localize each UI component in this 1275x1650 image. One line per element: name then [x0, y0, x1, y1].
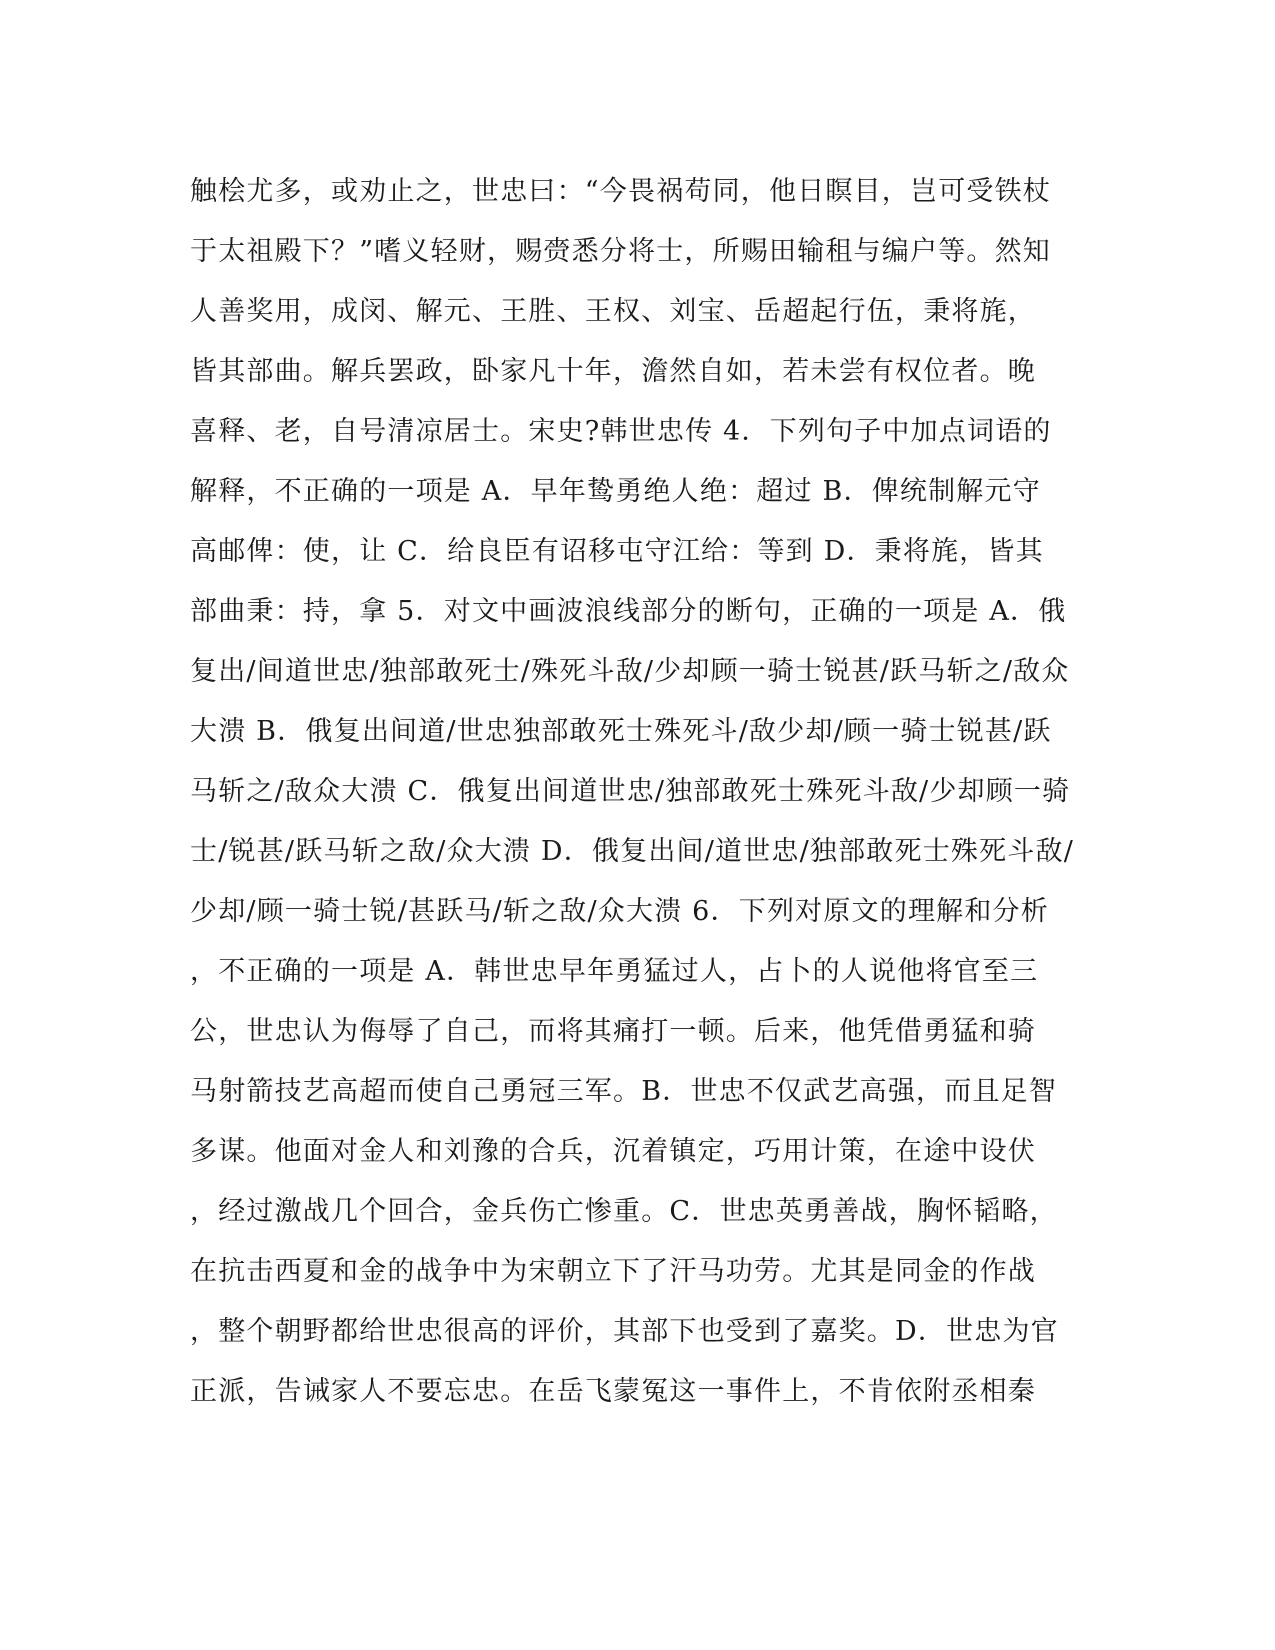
text-line: 公，世忠认为侮辱了自己，而将其痛打一顿。后来，他凭借勇猛和骑 — [190, 1016, 1036, 1047]
text-line: ，整个朝野都给世忠很高的评价，其部下也受到了嘉奖。D．世忠为官 — [190, 1316, 1059, 1347]
text-line: 皆其部曲。解兵罢政，卧家凡十年，澹然自如，若未尝有权位者。晚 — [190, 356, 1036, 387]
text-line: 大溃 B．俄复出间道/世忠独部敢死士殊死斗/敌少却/顾一骑士锐甚/跃 — [190, 716, 1052, 747]
text-line: 触桧尤多，或劝止之，世忠曰：“今畏祸苟同，他日瞑目，岂可受铁杖 — [190, 176, 1052, 207]
text-line: 士/锐甚/跃马斩之敌/众大溃 D．俄复出间/道世忠/独部敢死士殊死斗敌/ — [190, 836, 1075, 867]
text-line: 复出/间道世忠/独部敢死士/殊死斗敌/少却顾一骑士锐甚/跃马斩之/敌众 — [190, 656, 1070, 687]
text-line: 部曲秉：持，拿 5．对文中画波浪线部分的断句，正确的一项是 A．俄 — [190, 596, 1067, 627]
text-line: ，不正确的一项是 A．韩世忠早年勇猛过人，占卜的人说他将官至三 — [190, 956, 1039, 987]
text-line: 正派，告诫家人不要忘忠。在岳飞蒙冤这一事件上，不肯依附丞相秦 — [190, 1376, 1036, 1407]
text-line: 马斩之/敌众大溃 C．俄复出间道世忠/独部敢死士殊死斗敌/少却顾一骑 — [190, 776, 1071, 807]
text-line: ，经过激战几个回合，金兵伤亡惨重。C．世忠英勇善战，胸怀韬略， — [190, 1196, 1058, 1227]
text-line: 人善奖用，成闵、解元、王胜、王权、刘宝、岳超起行伍，秉将旄， — [190, 296, 1036, 327]
text-line: 解释，不正确的一项是 A．早年鸷勇绝人绝：超过 B．俾统制解元守 — [190, 476, 1041, 507]
body-text — [190, 162, 1090, 1422]
text-line: 在抗击西夏和金的战争中为宋朝立下了汗马功劳。尤其是同金的作战 — [190, 1256, 1036, 1287]
text-line: 马射箭技艺高超而使自己勇冠三军。B．世忠不仅武艺高强，而且足智 — [190, 1076, 1058, 1107]
text-line: 少却/顾一骑士锐/甚跃马/斩之敌/众大溃 6．下列对原文的理解和分析 — [190, 896, 1049, 927]
text-line: 多谋。他面对金人和刘豫的合兵，沉着镇定，巧用计策，在途中设伏 — [190, 1136, 1036, 1167]
text-line: 喜释、老，自号清凉居士。宋史?韩世忠传 4．下列句子中加点词语的 — [190, 416, 1052, 447]
text-line: 于太祖殿下？”嗜义轻财，赐赍悉分将士，所赐田输租与编户等。然知 — [190, 236, 1052, 267]
text-line: 高邮俾：使，让 C．给良臣有诏移屯守江给：等到 D．秉将旄，皆其 — [190, 536, 1044, 567]
